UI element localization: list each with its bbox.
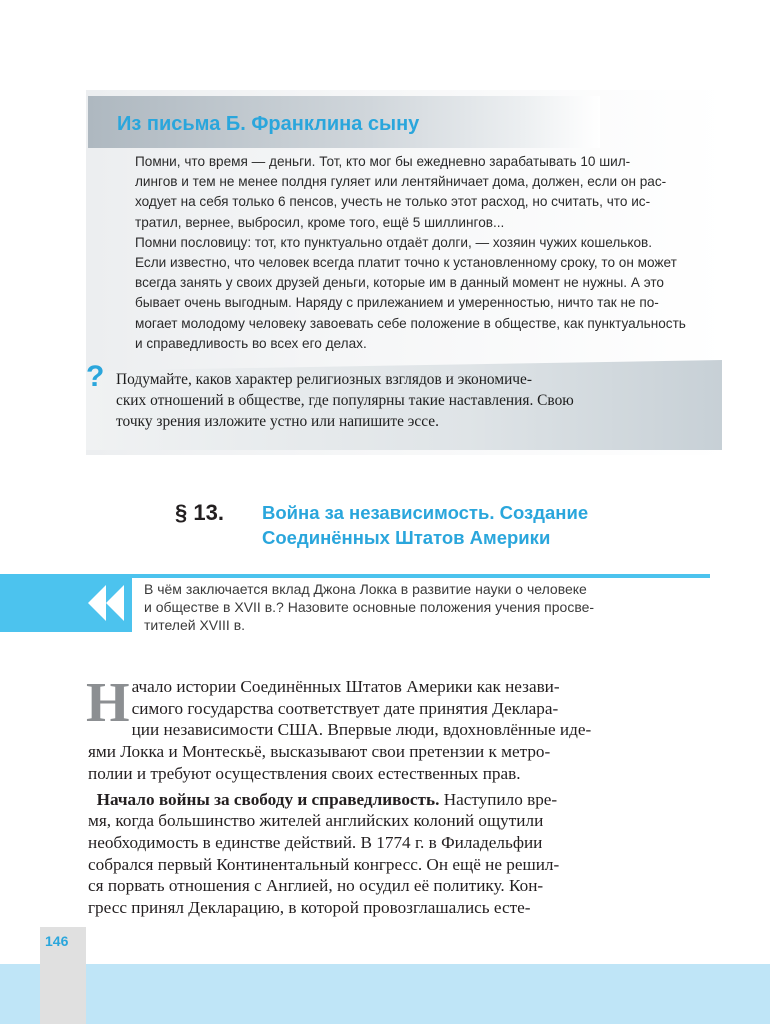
quote-paragraph-2 xyxy=(117,233,712,354)
text-fragment: Наступило вре- xyxy=(439,789,558,809)
text-line: ачало истории Соединённых Штатов Америки как незави- xyxy=(131,677,560,696)
main-paragraph-2 xyxy=(88,789,710,919)
recall-text xyxy=(144,580,714,634)
text-line: тратил, вернее, выбросил, кроме того, ещё 5 шиллингов... xyxy=(135,214,505,230)
text-line: всегда занять у своих друзей деньги, которые им в данный момент не нужны. А это xyxy=(135,275,664,291)
question-icon: ? xyxy=(86,360,105,393)
text-line: ся порвать отношения с Англией, но осудил её политику. Кон- xyxy=(88,876,544,896)
main-text xyxy=(86,672,710,919)
rewind-icon xyxy=(86,583,126,623)
footer-band xyxy=(0,964,770,1024)
text-line: бывает очень выгодным. Наряду с прилежанием и умеренностью, ничто так не по- xyxy=(135,295,659,311)
quote-title: Из письма Б. Франклина сыну xyxy=(117,113,420,135)
main-paragraph-1 xyxy=(86,672,710,785)
text-line: Помни пословицу: тот, кто пунктуально отдаёт долги, — хозяин чужих кошельков. xyxy=(135,234,653,250)
text-line: Подумайте, каков характер религиозных взглядов и экономиче- xyxy=(116,371,533,388)
quote-body xyxy=(117,152,712,354)
section-title-line: Война за независимость. Создание xyxy=(262,502,589,523)
text-line: и справедливость во всех его делах. xyxy=(135,335,367,351)
text-line: ходует на себя только 6 пенсов, учесть не только этот расход, но считать, что ис- xyxy=(135,194,651,210)
text-line xyxy=(88,789,710,811)
page-number: 146 xyxy=(45,933,69,949)
text-line: необходимость в единстве действий. В 1774 г. в Филадельфии xyxy=(88,832,543,852)
text-line: ских отношений в обществе, где популярны такие наставления. Свою xyxy=(116,392,574,409)
recall-rule xyxy=(132,574,710,578)
text-line: тителей XVIII в. xyxy=(144,617,246,633)
text-line: и обществе в XVII в.? Назовите основные положения учения просве- xyxy=(144,599,595,615)
text-line: гресс принял Декларацию, в которой провозглашались есте- xyxy=(88,898,531,918)
text-line: Если известно, что человек всегда платит точно к установленному сроку, то он может xyxy=(135,255,677,271)
text-line: собрался первый Континентальный конгресс. Он ещё не решил- xyxy=(88,854,560,874)
section-title xyxy=(262,500,732,550)
quote-paragraph-1 xyxy=(117,152,712,233)
text-line: ями Локка и Монтескьё, высказывают свои претензии к метро- xyxy=(88,742,551,762)
text-line: точку зрения изложите устно или напишите эссе. xyxy=(116,413,439,430)
text-line: симого государства соответствует дате принятия Деклара- xyxy=(131,698,559,718)
text-line: мя, когда большинство жителей английских колоний ощутили xyxy=(88,811,544,831)
paragraph-heading: Начало войны за свободу и справедливость. xyxy=(96,789,440,809)
section-number: § 13. xyxy=(175,500,224,525)
text-line: ции независимости США. Впервые люди, вдохновлённые иде- xyxy=(131,720,592,740)
text-line: полии и требуют осуществления своих естественных прав. xyxy=(88,763,521,783)
text-line: Помни, что время — деньги. Тот, кто мог бы ежедневно зарабатывать 10 шил- xyxy=(135,154,631,169)
task-text xyxy=(116,369,712,432)
text-line: могает молодому человеку завоевать себе положение в обществе, как пунктуальность xyxy=(135,315,686,331)
text-line: лингов и тем не менее полдня гуляет или лентяйничает дома, должен, если он рас- xyxy=(135,174,667,190)
section-title-line: Соединённых Штатов Америки xyxy=(262,527,551,548)
text-line: В чём заключается вклад Джона Локка в развитие науки о человеке xyxy=(144,581,587,597)
drop-cap: Н xyxy=(86,672,130,734)
